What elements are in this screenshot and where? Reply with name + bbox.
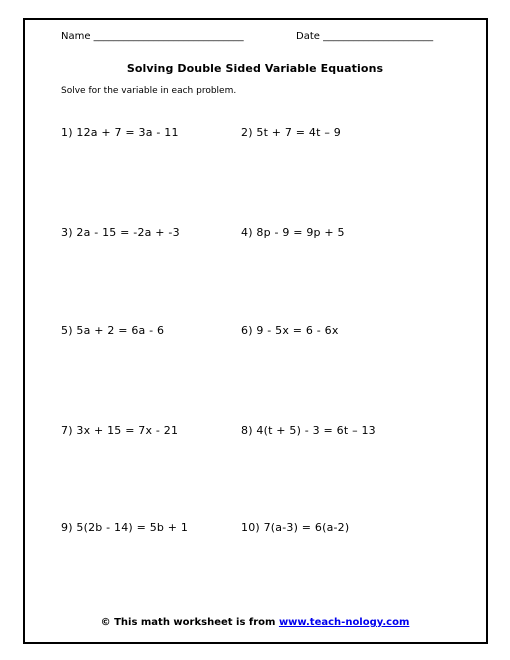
problem-10: 10) 7(a-3) = 6(a-2) xyxy=(241,521,350,534)
problem-6: 6) 9 - 5x = 6 - 6x xyxy=(241,324,339,337)
name-line: Name ______________________________ xyxy=(61,31,244,42)
problem-7: 7) 3x + 15 = 7x - 21 xyxy=(61,424,179,437)
problem-1: 1) 12a + 7 = 3a - 11 xyxy=(61,126,179,139)
problem-8: 8) 4(t + 5) - 3 = 6t – 13 xyxy=(241,424,376,437)
footer-text: © This math worksheet is from xyxy=(100,617,279,628)
worksheet-title: Solving Double Sided Variable Equations xyxy=(126,62,384,75)
footer-link[interactable]: www.teach-nology.com xyxy=(278,617,410,628)
problem-9: 9) 5(2b - 14) = 5b + 1 xyxy=(61,521,189,534)
problem-4: 4) 8p - 9 = 9p + 5 xyxy=(241,226,345,239)
date-line: Date ______________________ xyxy=(296,31,434,42)
footer-credit xyxy=(0,617,510,628)
problem-3: 3) 2a - 15 = -2a + -3 xyxy=(61,226,180,239)
instructions: Solve for the variable in each problem. xyxy=(61,86,237,96)
problem-2: 2) 5t + 7 = 4t – 9 xyxy=(241,126,341,139)
problem-5: 5) 5a + 2 = 6a - 6 xyxy=(61,324,165,337)
